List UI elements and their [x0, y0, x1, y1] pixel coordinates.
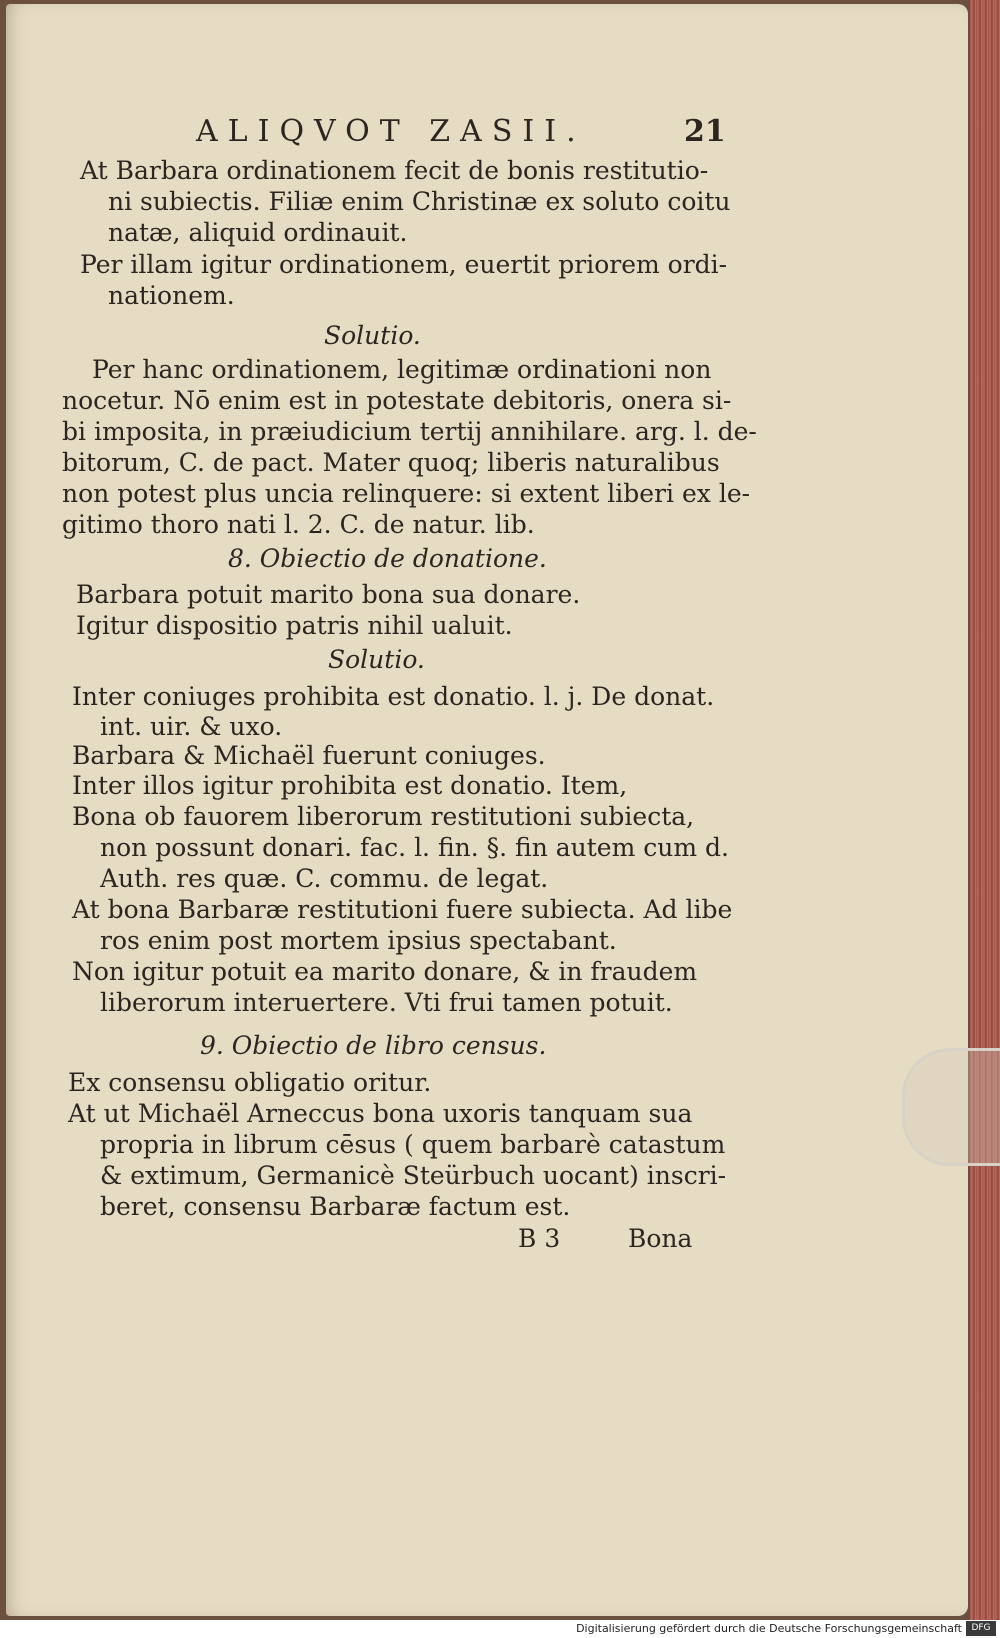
text-line: At ut Michaël Arneccus bona uxoris tanquam sua: [68, 1099, 693, 1128]
text-line: Barbara potuit marito bona sua donare.: [76, 580, 581, 609]
text-line: nocetur. Nō enim est in potestate debitoris, onera si-: [62, 386, 732, 415]
text-line: gitimo thoro nati l. 2. C. de natur. lib.: [62, 510, 535, 539]
text-line: Auth. res quæ. C. commu. de legat.: [100, 864, 549, 893]
text-line: Non igitur potuit ea marito donare, & in fraudem: [72, 957, 698, 986]
text-line: Igitur dispositio patris nihil ualuit.: [76, 611, 513, 640]
footer-credit: Digitalisierung gefördert durch die Deutsche Forschungsgemeinschaft: [576, 1622, 962, 1635]
footer-bar: [0, 1620, 1000, 1638]
text-line: beret, consensu Barbaræ factum est.: [100, 1192, 571, 1221]
text-line: non potest plus uncia relinquere: si extent liberi ex le-: [62, 479, 751, 508]
text-line: ros enim post mortem ipsius spectabant.: [100, 926, 617, 955]
page-number: 21: [684, 114, 726, 149]
text-line: At bona Barbaræ restitutioni fuere subiecta. Ad libe: [72, 895, 733, 924]
text-line: bi imposita, in præiudicium tertij annihilare. arg. l. de-: [62, 417, 757, 446]
signature-mark: B 3: [518, 1224, 561, 1253]
text-line: Inter coniuges prohibita est donatio. l. j. De donat.: [72, 682, 715, 711]
text-line: Barbara & Michaël fuerunt coniuges.: [72, 741, 546, 770]
section-heading: Solutio.: [324, 321, 421, 350]
text-line: propria in librum cēsus ( quem barbarè catastum: [100, 1130, 726, 1159]
text-line: Bona ob fauorem liberorum restitutioni subiecta,: [72, 802, 695, 831]
text-line: Per hanc ordinationem, legitimæ ordinationi non: [92, 355, 712, 384]
text-line: bitorum, C. de pact. Mater quoq; liberis naturalibus: [62, 448, 720, 477]
section-heading: 9. Obiectio de libro census.: [200, 1031, 547, 1060]
text-line: natæ, aliquid ordinauit.: [108, 218, 408, 247]
text-line: non possunt donari. fac. l. fin. §. fin autem cum d.: [100, 833, 729, 862]
text-line: ni subiectis. Filiæ enim Christinæ ex soluto coitu: [108, 187, 731, 216]
text-line: Ex consensu obligatio oritur.: [68, 1068, 432, 1097]
running-title: ALIQVOT ZASII.: [196, 114, 586, 149]
text-line: Inter illos igitur prohibita est donatio. Item,: [72, 771, 628, 800]
text-line: Per illam igitur ordinationem, euertit priorem ordi-: [80, 250, 728, 279]
section-heading: Solutio.: [328, 645, 425, 674]
text-line: At Barbara ordinationem fecit de bonis restitutio-: [80, 156, 709, 185]
text-line: liberorum interuertere. Vti frui tamen potuit.: [100, 988, 673, 1017]
text-line: int. uir. & uxo.: [100, 712, 283, 741]
dfg-logo: DFG: [966, 1621, 996, 1636]
section-heading: 8. Obiectio de donatione.: [228, 544, 547, 573]
catchword: Bona: [628, 1224, 693, 1253]
text-line: nationem.: [108, 281, 235, 310]
text-line: & extimum, Germanicè Steürbuch uocant) inscri-: [100, 1161, 727, 1190]
